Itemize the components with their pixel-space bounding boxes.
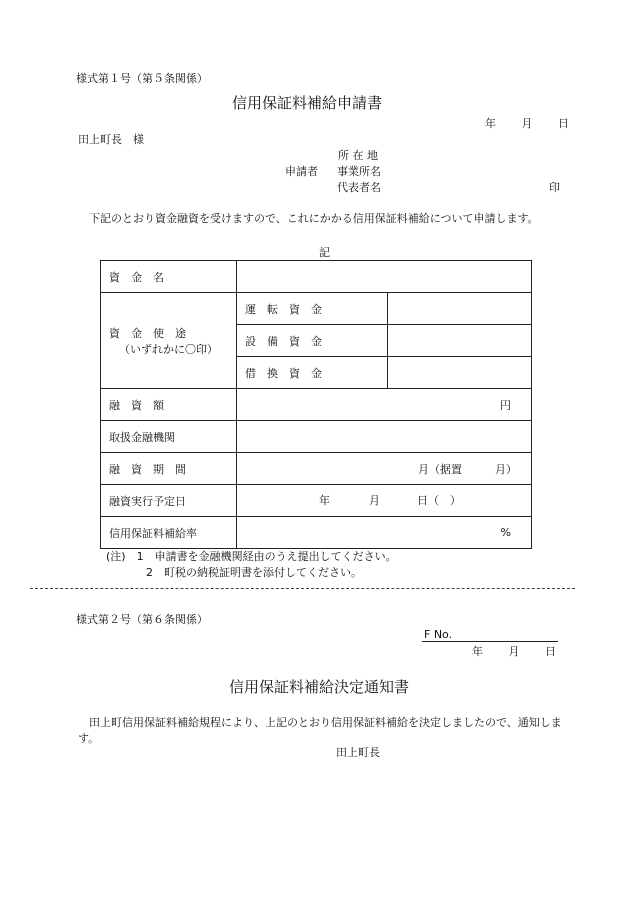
- fund-use-label: 資 金 使 途 （いずれかに〇印）: [101, 293, 237, 389]
- form2-number: 様式第２号（第６条関係）: [76, 613, 208, 626]
- applicant-label: 申請者: [285, 165, 318, 178]
- cut-line: [30, 588, 575, 589]
- fee-rate-label: 信用保証料補給率: [101, 517, 237, 549]
- fno-label: F No.: [424, 628, 453, 641]
- addressee: 田上町長 様: [78, 133, 144, 146]
- form2-title: 信用保証料補給決定通知書: [229, 678, 410, 696]
- form1-date-year: 年: [485, 117, 496, 130]
- date-year: 年: [319, 493, 330, 507]
- table-row-fee-rate: [101, 517, 532, 549]
- fee-rate-cell[interactable]: [237, 517, 532, 549]
- form1-date-day: 日: [558, 117, 569, 130]
- note-2: 2 町税の納税証明書を添付してください。: [146, 566, 362, 579]
- form2-date: [472, 645, 556, 659]
- use-operating[interactable]: 運 転 資 金: [237, 293, 388, 325]
- table-row-use-1: [101, 293, 532, 325]
- table-row-institution: [101, 421, 532, 453]
- form1-body: 下記のとおり資金融資を受けますので、これにかかる信用保証料補給について申請します。: [89, 212, 539, 225]
- loan-period-cell[interactable]: [237, 453, 532, 485]
- application-table: [100, 260, 532, 549]
- date-day: 日（ ）: [417, 493, 461, 507]
- table-row-loan-amount: [101, 389, 532, 421]
- form1-date-month: 月: [521, 117, 533, 130]
- fno-underline: [422, 641, 558, 642]
- note-1: (注) 1 申請書を金融機関経由のうえ提出してください。: [106, 550, 397, 563]
- scheduled-date-label: 融資実行予定日: [101, 485, 237, 517]
- table-row-loan-period: [101, 453, 532, 485]
- yen-unit: 円: [500, 398, 511, 412]
- period-value: 月（据置 月）: [418, 462, 517, 476]
- scheduled-date-cell[interactable]: [237, 485, 532, 517]
- fund-name-cell[interactable]: [237, 261, 532, 293]
- date-month: 月: [369, 493, 380, 507]
- form2-body: 田上町信用保証料補給規程により、上記のとおり信用保証料補給を決定しましたので、通知します。: [78, 716, 562, 745]
- rep-label: 代表者名: [337, 181, 381, 194]
- percent-unit: %: [500, 526, 511, 539]
- fund-name-label: 資 金 名: [101, 261, 237, 293]
- fund-use-note: （いずれかに〇印）: [119, 342, 218, 356]
- address-label: 所 在 地: [338, 149, 378, 162]
- institution-label: 取扱金融機関: [101, 421, 237, 453]
- form2-signer: 田上町長: [336, 746, 380, 759]
- table-row-scheduled-date: [101, 485, 532, 517]
- form1-date: [485, 117, 569, 131]
- use-refinance-cell[interactable]: [388, 357, 532, 389]
- use-equipment[interactable]: 設 備 資 金: [237, 325, 388, 357]
- institution-cell[interactable]: [237, 421, 532, 453]
- table-row-fund-name: [101, 261, 532, 293]
- loan-period-label: 融 資 期 間: [101, 453, 237, 485]
- loan-amount-label: 融 資 額: [101, 389, 237, 421]
- use-refinance[interactable]: 借 換 資 金: [237, 357, 388, 389]
- form2-date-day: 日: [545, 645, 556, 658]
- use-operating-cell[interactable]: [388, 293, 532, 325]
- form2-date-month: 月: [508, 645, 520, 658]
- seal-mark: 印: [549, 181, 560, 194]
- loan-amount-cell[interactable]: [237, 389, 532, 421]
- form1-title: 信用保証料補給申請書: [232, 94, 383, 112]
- office-label: 事業所名: [337, 165, 381, 178]
- form1-number: 様式第１号（第５条関係）: [76, 72, 208, 85]
- use-equipment-cell[interactable]: [388, 325, 532, 357]
- ki-mark: 記: [319, 246, 330, 259]
- form2-date-year: 年: [472, 645, 483, 658]
